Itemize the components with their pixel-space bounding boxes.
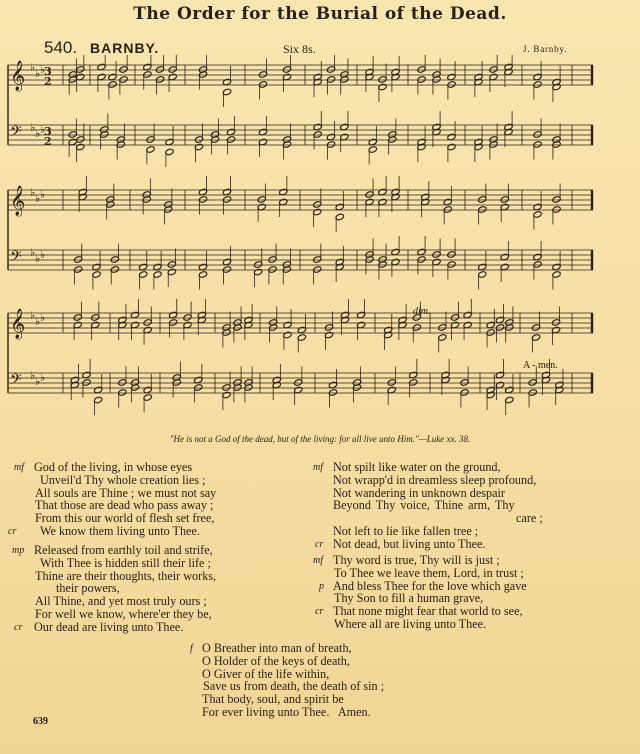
verse-line: f O Breather into man of breath, <box>190 641 352 655</box>
verse-line: Not wandering in unknown despair <box>333 485 505 500</box>
dynamic-mark: cr <box>315 538 324 550</box>
verse-line: O Holder of the keys of death, <box>202 653 350 668</box>
verse-line: mp Released from earthly toil and strife, <box>12 543 213 557</box>
time-signature-bottom: 2 <box>44 135 52 148</box>
verse-line: Thine are their thoughts, their works, <box>35 568 217 583</box>
flat-sign: ♭ <box>30 309 36 322</box>
verse-4 <box>313 553 527 631</box>
flat-sign: ♭ <box>30 369 36 382</box>
verse-line: From this our world of flesh set free, <box>35 511 215 526</box>
hymn-meter: Six 8s. <box>283 42 316 56</box>
verse-line: Not left to lie like fallen tree ; <box>333 523 479 538</box>
verse-2 <box>12 543 217 634</box>
dynamic-mark: f <box>190 643 193 654</box>
time-signature-top: 3 <box>44 125 52 138</box>
verse-line: With Thee is hidden still their life ; <box>40 555 211 570</box>
scripture-quote: "He is not a God of the dead, but of the living: for all live unto Him."—Luke xx. 38. <box>169 434 471 444</box>
flat-sign: ♭ <box>35 252 41 265</box>
dynamic-mark: cr <box>14 621 23 633</box>
verse-line: To Thee we leave them, Lord, in trust ; <box>334 565 524 580</box>
hymn-composer: J. Barnby. <box>523 44 568 54</box>
dynamic-mark: p <box>319 580 324 592</box>
hymn-tune-name: BARNBY. <box>90 40 160 56</box>
verse-line: All souls are Thine ; we must not say <box>35 485 217 500</box>
verse-line: Save us from death, the death of sin ; <box>203 679 385 694</box>
time-signature-top: 3 <box>44 65 52 78</box>
verse-line: Unveil'd Thy whole creation lies ; <box>40 472 206 487</box>
amen-lyric: A - men. <box>523 360 558 371</box>
flat-sign: ♭ <box>40 188 46 201</box>
verse-line: mf Thy word is true, Thy will is just ; <box>313 553 500 567</box>
verse-line: cr Not dead, but living unto Thee. <box>315 536 486 551</box>
verse-line: mf God of the living, in whose eyes <box>14 460 193 474</box>
verse-line: Where all are living unto Thee. <box>334 616 487 631</box>
bass-clef: 𝄢 <box>10 123 22 144</box>
verse-line: mf Not spilt like water on the ground, <box>313 460 501 474</box>
flat-sign: ♭ <box>35 315 41 328</box>
time-signature-bottom: 2 <box>44 75 52 88</box>
verse-line: care ; <box>516 511 543 526</box>
verse-line: cr That none might fear that world to see, <box>315 604 523 619</box>
dynamic-mark: cr <box>315 606 324 618</box>
flat-sign: ♭ <box>30 186 36 199</box>
flat-sign: ♭ <box>30 246 36 259</box>
flat-sign: ♭ <box>30 121 36 134</box>
dynamic-dim-marking: dim. <box>413 306 431 317</box>
dynamic-mark: cr <box>8 525 17 537</box>
flat-sign: ♭ <box>40 248 46 261</box>
verse-1 <box>8 460 217 538</box>
flat-sign: ♭ <box>35 375 41 388</box>
treble-clef: 𝄞 <box>10 309 26 339</box>
hymn-number: 540. <box>44 38 78 57</box>
flat-sign: ♭ <box>40 123 46 136</box>
page-number: 639 <box>33 716 48 727</box>
verse-line: Thy Son to fill a human grave, <box>334 591 484 606</box>
section-title: The Order for the Burial of the Dead. <box>133 4 507 24</box>
bass-clef: 𝄢 <box>10 371 22 392</box>
treble-clef: 𝄞 <box>10 186 26 216</box>
verse-5 <box>190 641 385 719</box>
treble-clef: 𝄞 <box>10 61 26 91</box>
flat-sign: ♭ <box>35 127 41 140</box>
flat-sign: ♭ <box>35 67 41 80</box>
flat-sign: ♭ <box>35 192 41 205</box>
verse-line: For well we know, where'er they be, <box>35 606 212 621</box>
verse-line: For ever living unto Thee. Amen. <box>202 704 371 719</box>
dynamic-mark: mf <box>313 462 323 473</box>
verse-3 <box>313 460 543 551</box>
verse-line: Not wrapp'd in dreamless sleep profound, <box>333 472 537 487</box>
flat-sign: ♭ <box>40 311 46 324</box>
verse-line: That body, soul, and spirit be <box>202 692 344 707</box>
verse-line: cr Our dead are living unto Thee. <box>14 619 184 634</box>
dynamic-mark: mf <box>14 462 24 473</box>
verse-line: p And bless Thee for the love which gave <box>319 578 527 593</box>
verse-line: cr We know them living unto Thee. <box>8 523 200 538</box>
verse-line: All Thine, and yet most truly ours ; <box>35 594 207 609</box>
verse-line: Beyond Thy voice, Thine arm, Thy <box>333 498 515 513</box>
verse-line: That those are dead who pass away ; <box>35 498 214 513</box>
flat-sign: ♭ <box>40 371 46 384</box>
bass-clef: 𝄢 <box>10 248 22 269</box>
verse-line: O Giver of the life within, <box>202 666 330 681</box>
flat-sign: ♭ <box>40 63 46 76</box>
dynamic-mark: mp <box>12 545 25 556</box>
verse-line: their powers, <box>56 581 120 596</box>
flat-sign: ♭ <box>30 61 36 74</box>
dynamic-mark: mf <box>313 555 323 566</box>
